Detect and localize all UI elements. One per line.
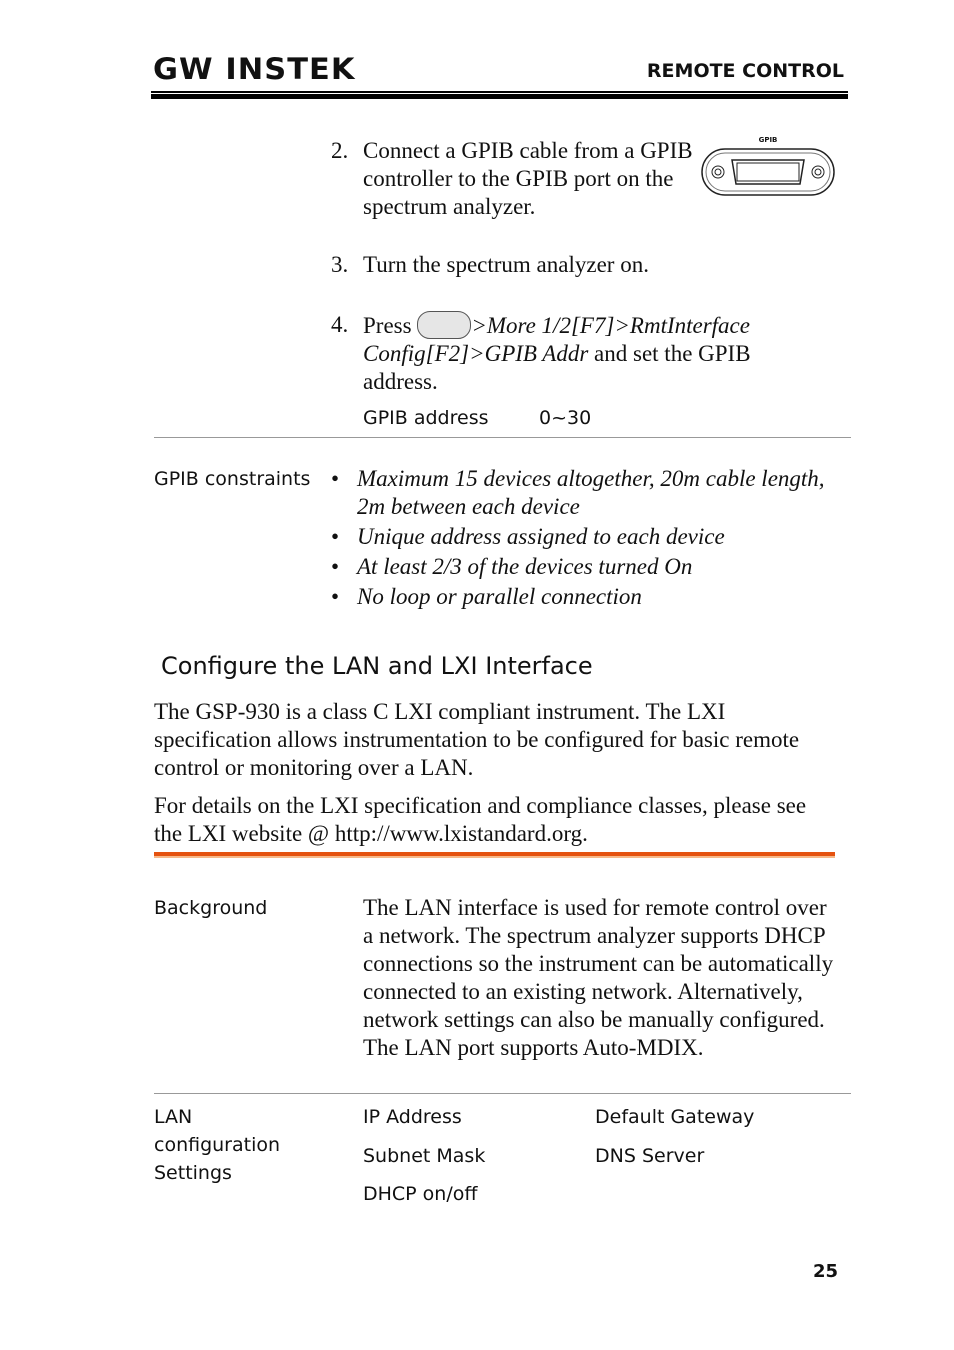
constraints-label: GPIB constraints	[154, 468, 311, 490]
intro-paragraph: For details on the LXI specification and compliance classes, please see the LXI website @ http://www.lxistandard.org.	[154, 793, 807, 846]
step-number: 2.	[331, 138, 349, 163]
divider	[154, 1093, 851, 1094]
lan-setting: DHCP on/off	[363, 1183, 478, 1205]
lan-setting: IP Address	[363, 1106, 462, 1128]
step-text: Turn the spectrum analyzer on.	[363, 252, 649, 277]
list-item: • Unique address assigned to each device	[331, 523, 831, 551]
section-title: Configure the LAN and LXI Interface	[161, 652, 593, 680]
header-rule-thin	[151, 91, 848, 93]
press-label: Press	[363, 313, 412, 338]
gpib-address-label: GPIB address	[363, 407, 489, 429]
gpib-address-value: 0~30	[539, 407, 592, 429]
intro-paragraph: The GSP-930 is a class C LXI compliant instrument. The LXI specification allows instrumentation to be configured for basic remote control or monitoring over a LAN.	[154, 699, 800, 780]
gpib-port-label: GPIB	[758, 136, 778, 144]
background-text: The LAN interface is used for remote control over a network. The spectrum analyzer supports DHCP connections so the instrument can be automatically connected to an existing network. Alternatively, network settings can also be manually configured. The LAN port supports Auto-MDIX.	[363, 895, 834, 1060]
menu-key-button[interactable]	[417, 311, 471, 339]
page-number: 25	[813, 1261, 839, 1282]
list-item: • No loop or parallel connection	[331, 583, 831, 611]
section-header: REMOTE CONTROL	[646, 60, 844, 82]
step-number: 4.	[331, 312, 349, 337]
lan-label: LAN configuration Settings	[154, 1106, 281, 1184]
lan-setting: Subnet Mask	[363, 1145, 486, 1167]
step-number: 3.	[331, 252, 349, 277]
gpib-port-icon	[700, 136, 836, 198]
header-rule-thick	[151, 94, 848, 99]
step-text	[363, 311, 763, 396]
list-item: • At least 2/3 of the devices turned On	[331, 553, 831, 581]
divider	[154, 437, 851, 438]
step-rest: and set the GPIB address.	[363, 341, 751, 394]
list-item: • Maximum 15 devices altogether, 20m cable length, 2m between each device	[331, 465, 831, 521]
background-label: Background	[154, 897, 268, 919]
lan-setting: Default Gateway	[595, 1106, 755, 1128]
accent-rule-light	[154, 856, 835, 858]
constraints-list	[331, 465, 831, 611]
menu-path: >More 1/2[F7]>RmtInterface Config[F2]>GPIB Addr	[363, 313, 750, 366]
lan-setting: DNS Server	[595, 1145, 705, 1167]
step-text: Connect a GPIB cable from a GPIB controller to the GPIB port on the spectrum analyzer.	[363, 138, 693, 219]
brand-logo: GW INSTEK	[153, 52, 356, 86]
